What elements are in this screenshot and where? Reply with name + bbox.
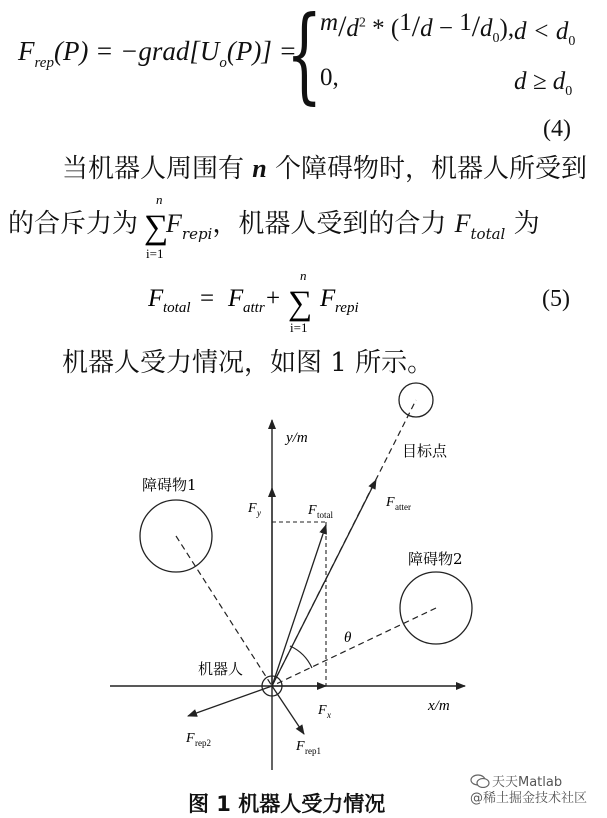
eq5-F: F (148, 285, 164, 312)
equation-4-number: (4) (543, 116, 571, 142)
frep1-label-sub: rep1 (305, 746, 321, 756)
p1-text-b: 个障碍物时，机器人所受到 (266, 154, 587, 184)
eq4-case1-one: 1 (399, 9, 412, 36)
eq4-cond1-sub: 0 (568, 34, 576, 49)
eq5-sigma: ∑ (288, 285, 313, 322)
eq4-lhs-rest: (P) = −grad[U (53, 36, 220, 66)
target-label: 目标点 (402, 442, 448, 460)
equation-5 (148, 268, 448, 334)
eq4-case1-zero: 0 (492, 31, 500, 46)
eq5-sub-repi: repi (335, 300, 359, 316)
sum1-sigma: ∑ (144, 209, 169, 246)
obstacle-2-dashline (272, 608, 436, 686)
eq5-plus: + (266, 285, 281, 312)
eq4-case1-minus: − (432, 15, 460, 42)
robot-label: 机器人 (198, 660, 244, 678)
eq4-case1-mid: * ( (365, 15, 400, 42)
x-axis-label: x/m (428, 698, 450, 714)
wechat-icon (470, 774, 490, 788)
p2-F: F (166, 209, 182, 238)
paragraph-line-2 (8, 203, 540, 243)
eq4-cond2-text: d ≥ d (514, 68, 566, 95)
eq4-brace: { (286, 0, 323, 115)
sum1-bottom: i=1 (146, 246, 164, 261)
eq5-sub-attr: attr (243, 300, 265, 316)
p1-n: n (252, 154, 267, 183)
eq5-F3: F (320, 285, 336, 312)
eq4-cond2-sub: 0 (565, 84, 573, 99)
eq4-case1-d2: d (346, 15, 359, 42)
eq4-lhs-end: (P)] = (226, 36, 297, 66)
eq5-eq: = (200, 285, 215, 312)
fx-label-F: F (318, 703, 327, 718)
eq4-case1: $m/d^2 * (1/d - 1/d_0)$, (320, 9, 515, 46)
y-axis-label: y/m (286, 430, 308, 446)
ftotal-vector (272, 525, 326, 686)
frep1-vector (272, 686, 304, 734)
frep1-label-F: F (296, 739, 305, 754)
eq4-sub-rep: rep (34, 55, 54, 71)
paragraph-line-1 (62, 148, 587, 185)
fy-label-F: F (248, 501, 257, 516)
eq4-case1-cond (514, 18, 575, 50)
paragraph-line-3: 机器人受力情况，如图 1 所示。 (62, 348, 434, 378)
fatter-label-F: F (386, 495, 395, 510)
watermark-line-1: 天天Matlab (492, 775, 563, 790)
sum1-top: n (156, 192, 163, 207)
frep2-label-F: F (186, 731, 195, 746)
sum-symbol-1 (142, 192, 212, 262)
equation-5-number: (5) (542, 286, 570, 312)
theta-label: θ (344, 630, 352, 646)
watermark (470, 774, 587, 807)
eq4-case2-cond (514, 68, 572, 100)
fy-label-sub: y (257, 508, 261, 518)
obstacle-2-label: 障碍物2 (408, 550, 463, 568)
frep2-vector (188, 686, 272, 716)
ftotal-label-F: F (308, 503, 317, 518)
eq4-case1-d0: d (480, 15, 493, 42)
eq4-case1-m: m (320, 9, 339, 36)
watermark-line-2: @稀土掘金技术社区 (470, 791, 588, 806)
eq4-lhs (18, 36, 297, 72)
frep2-label-sub: rep2 (195, 738, 211, 748)
equation-4 (18, 0, 598, 115)
eq4-case2: 0, (320, 64, 339, 91)
p2-sub2: total (470, 225, 506, 243)
eq5-sum-bottom: i=1 (290, 320, 308, 334)
eq5-F2: F (228, 285, 244, 312)
eq4-case1-close: ), (499, 15, 515, 42)
p2-text-b: ，机器人受到的合力 (212, 209, 455, 239)
eq4-F: F (18, 36, 35, 66)
figure-caption: 图 1 机器人受力情况 (188, 792, 386, 816)
theta-arc (290, 646, 312, 668)
fatter-label-sub: atter (395, 502, 411, 512)
eq4-cond1-text: d < d (514, 18, 569, 45)
ftotal-label-sub: total (317, 510, 333, 520)
p2-sub: repi (181, 225, 213, 243)
eq4-sub-o: o (219, 55, 227, 71)
eq5-sub-total: total (163, 300, 191, 316)
p2-text-a: 的合斥力为 (8, 209, 139, 239)
p2-F2: F (454, 209, 471, 238)
p1-text-a: 当机器人周围有 (62, 154, 253, 184)
p2-text-c: 为 (505, 209, 540, 239)
force-diagram (90, 380, 490, 780)
fx-label-sub: x (327, 710, 331, 720)
eq5-sum-top: n (300, 268, 307, 283)
obstacle-1-label: 障碍物1 (142, 476, 197, 494)
eq4-case1-one2: 1 (459, 9, 472, 36)
eq4-case1-d: d (420, 15, 433, 42)
